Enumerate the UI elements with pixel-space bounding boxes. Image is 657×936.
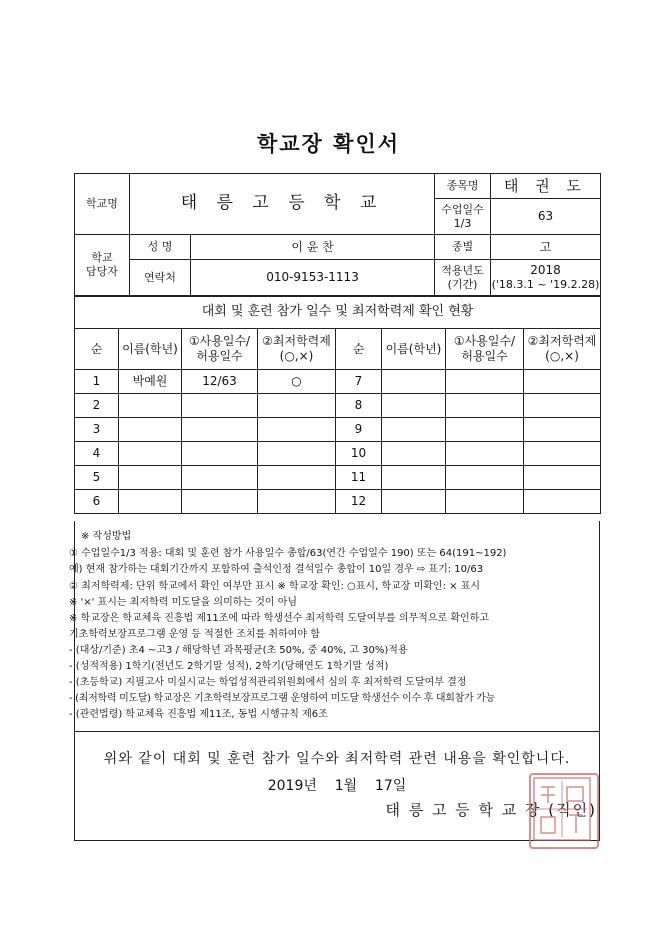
confirmation-date: 2019년 1월 17일	[267, 778, 407, 794]
staff-label: 학교 담당자	[75, 235, 130, 296]
year-number: 2018	[530, 263, 561, 278]
sport-label: 종목명	[435, 174, 491, 199]
row-mark	[258, 394, 336, 418]
writing-instructions	[69, 521, 600, 732]
row-no: 9	[336, 418, 382, 442]
row-name	[119, 490, 182, 514]
sport-value: 태 권 도	[491, 174, 601, 199]
note-line: ② 최저학력제: 단위 학교에서 확인 여부만 표시 ※ 학교장 확인: ○표시, 학교장 미확인: × 표시	[69, 581, 481, 592]
col-name-left: 이름(학년)	[119, 329, 182, 370]
row-name-cell	[382, 442, 446, 466]
participation-table	[74, 296, 601, 514]
year-label: 적용년도 (기간)	[435, 260, 491, 296]
row-mark-cell	[524, 418, 601, 442]
school-days-label: 수업일수 1/3	[435, 199, 491, 235]
row-mark-cell	[524, 466, 601, 490]
principal-signature: 태 릉 고 등 학 교 장 (직인)	[385, 801, 597, 819]
row-days: 12/63	[182, 370, 258, 394]
row-no: 3	[75, 418, 119, 442]
row-name	[119, 466, 182, 490]
row-no: 12	[336, 490, 382, 514]
row-days	[182, 466, 258, 490]
row-no: 5	[75, 466, 119, 490]
row-no: 7	[336, 370, 382, 394]
row-name-cell	[382, 490, 446, 514]
row-days	[182, 394, 258, 418]
col-name-right: 이름(학년)	[382, 329, 446, 370]
table-row	[75, 442, 601, 466]
row-mark: ○	[258, 370, 336, 394]
note-line: - (대상/기준) 초4 ~고3 / 해당학년 과목평균(초 50%, 중 40%, 고 30%)적용	[69, 645, 408, 656]
table-row	[75, 466, 601, 490]
row-days-cell	[446, 418, 524, 442]
table-row	[75, 394, 601, 418]
note-line: ※ '×' 표시는 최저학력 미도달을 의미하는 것이 아님	[69, 597, 298, 608]
row-mark	[258, 490, 336, 514]
row-days	[182, 442, 258, 466]
row-days	[182, 490, 258, 514]
row-name	[119, 442, 182, 466]
row-days-cell	[446, 490, 524, 514]
row-no: 10	[336, 442, 382, 466]
category-value: 고	[491, 235, 601, 260]
row-days-cell	[446, 370, 524, 394]
note-line: - (관련법령) 학교체육 진흥법 제11조, 동법 시행규칙 제6조	[69, 709, 328, 720]
section-title: 대회 및 훈련 참가 일수 및 최저학력제 확인 현황	[75, 297, 601, 329]
category-label: 종별	[435, 235, 491, 260]
school-days-value: 63	[491, 199, 601, 235]
note-line: - (최저학력 미도달) 학교장은 기초학력보장프로그램 운영하여 미도달 학생선수 이수 후 대회참가 가능	[69, 693, 495, 704]
document-title: 학교장 확인서	[256, 132, 401, 156]
contact-label: 연락처	[130, 260, 191, 296]
row-mark	[258, 418, 336, 442]
row-days-cell	[446, 394, 524, 418]
table-row	[75, 490, 601, 514]
row-mark-cell	[524, 442, 601, 466]
col-no-left: 순	[75, 329, 119, 370]
row-mark-cell	[524, 370, 601, 394]
row-no: 11	[336, 466, 382, 490]
year-period: ('18.3.1 ~ '19.2.28)	[491, 278, 600, 292]
row-name-cell	[382, 466, 446, 490]
school-label: 학교명	[75, 174, 130, 235]
note-line: ① 수업일수1/3 적용: 대회 및 훈련 참가 사용일수 총합/63(연간 수업일수 190) 또는 64(191~192)	[69, 548, 507, 559]
row-mark-cell	[524, 490, 601, 514]
row-days	[182, 418, 258, 442]
row-no: 6	[75, 490, 119, 514]
note-line: ※ 작성방법	[81, 531, 132, 542]
row-name-cell	[382, 394, 446, 418]
note-line: - (성적적용) 1학기(전년도 2학기말 성적), 2학기(당해연도 1학기말 성적)	[69, 661, 389, 672]
row-days-cell	[446, 466, 524, 490]
school-name: 태 릉 고 등 학 교	[130, 174, 435, 235]
name-label: 성 명	[130, 235, 191, 260]
table-row	[75, 418, 601, 442]
col-grade-left: ②최저학력제 (○,×)	[258, 329, 336, 370]
contact-value: 010-9153-1113	[191, 260, 435, 296]
row-name: 박예원	[119, 370, 182, 394]
col-grade-right: ②최저학력제 (○,×)	[524, 329, 601, 370]
staff-name: 이 윤 찬	[191, 235, 435, 260]
row-mark-cell	[524, 394, 601, 418]
seal-icon	[531, 775, 593, 843]
row-mark	[258, 466, 336, 490]
note-line: - (초등학교) 지필고사 미실시교는 학업성적관리위원회에서 심의 후 최저학력 도달여부 결정	[69, 677, 467, 688]
note-line: ※ 학교장은 학교체육 진흥법 제11조에 따라 학생선수 최저학력 도달여부를 의무적으로 확인하고	[69, 613, 489, 624]
school-info-table	[74, 173, 601, 296]
row-mark	[258, 442, 336, 466]
note-line: 기초학력보장프로그램 운영 등 적절한 조치를 취하여야 함	[69, 629, 320, 640]
col-no-right: 순	[336, 329, 382, 370]
official-seal-stamp	[529, 773, 599, 849]
row-no: 2	[75, 394, 119, 418]
row-no: 1	[75, 370, 119, 394]
note-line: 예) 현재 참가하는 대회기간까지 포함하여 출석인정 결석일수 총합이 10일 경우 ⇨ 표기: 10/63	[69, 564, 484, 575]
table-row	[75, 370, 601, 394]
row-no: 4	[75, 442, 119, 466]
col-days-right: ①사용일수/ 허용일수	[446, 329, 524, 370]
row-name	[119, 418, 182, 442]
confirmation-block	[74, 732, 600, 841]
row-no: 8	[336, 394, 382, 418]
confirmation-text: 위와 같이 대회 및 훈련 참가 일수와 최저학력 관련 내용을 확인합니다.	[103, 751, 571, 767]
col-days-left: ①사용일수/ 허용일수	[182, 329, 258, 370]
row-name-cell	[382, 418, 446, 442]
row-days-cell	[446, 442, 524, 466]
row-name-cell	[382, 370, 446, 394]
row-name	[119, 394, 182, 418]
year-value	[491, 260, 601, 296]
